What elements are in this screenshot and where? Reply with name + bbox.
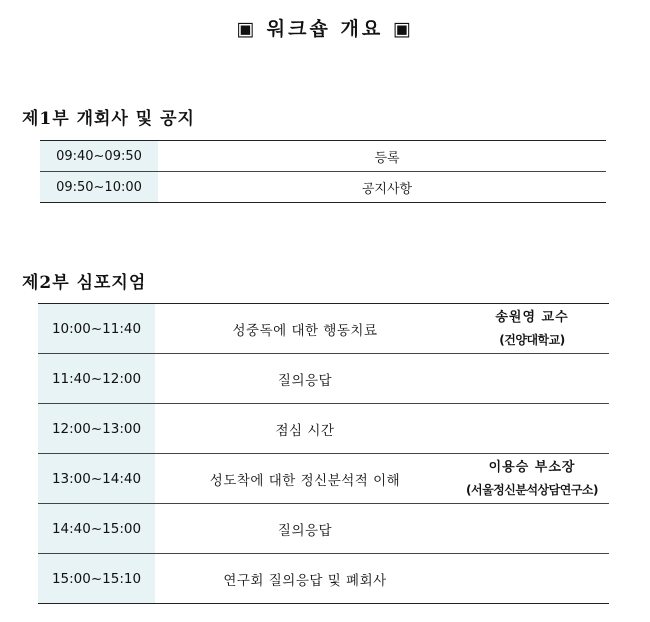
time-cell: 14:40~15:00 [38,504,155,554]
speaker-name: 송원영 교수 [495,309,569,325]
speaker-name: 이용승 부소장 [488,459,576,475]
speaker-affiliation: (건양대학교) [499,332,565,347]
speaker-cell [455,404,609,454]
description-cell: 등록 [374,150,400,166]
table-row [40,172,606,203]
table-row [40,141,606,172]
table-row [38,404,609,454]
time-cell: 12:00~13:00 [38,404,155,454]
description-cell: 성중독에 대한 행동치료 [232,322,378,339]
speaker-cell [455,454,609,504]
speaker-cell [455,554,609,604]
table-row [38,454,609,504]
schedule-table-part2 [38,303,609,604]
description-cell: 점심 시간 [155,404,455,454]
description-cell: 성도착에 대한 정신분석적 이해 [155,454,455,504]
description-cell: 질의응답 [155,504,455,554]
speaker-affiliation: (서울정신분석상담연구소) [466,482,598,497]
description-cell: 공지사항 [158,172,606,203]
table-row [38,504,609,554]
section-heading-part2: 제2부 심포지엄 [22,273,147,293]
time-cell: 09:50~10:00 [40,172,158,203]
section-heading-part1: 제1부 개회사 및 공지 [22,109,195,129]
page-title: ▣ 워크숍 개요 ▣ [236,18,414,40]
schedule-table-part1 [40,140,606,203]
time-cell: 09:40~09:50 [40,141,158,172]
speaker-cell [455,304,609,354]
speaker-cell [455,504,609,554]
table-row [38,304,609,354]
table-row [38,354,609,404]
description-cell: 질의응답 [155,354,455,404]
description-cell: 연구회 질의응답 및 폐회사 [155,554,455,604]
table-row [38,554,609,604]
time-cell: 10:00~11:40 [38,304,155,354]
time-cell: 11:40~12:00 [38,354,155,404]
speaker-cell [455,354,609,404]
time-cell: 13:00~14:40 [38,454,155,504]
time-cell: 15:00~15:10 [38,554,155,604]
